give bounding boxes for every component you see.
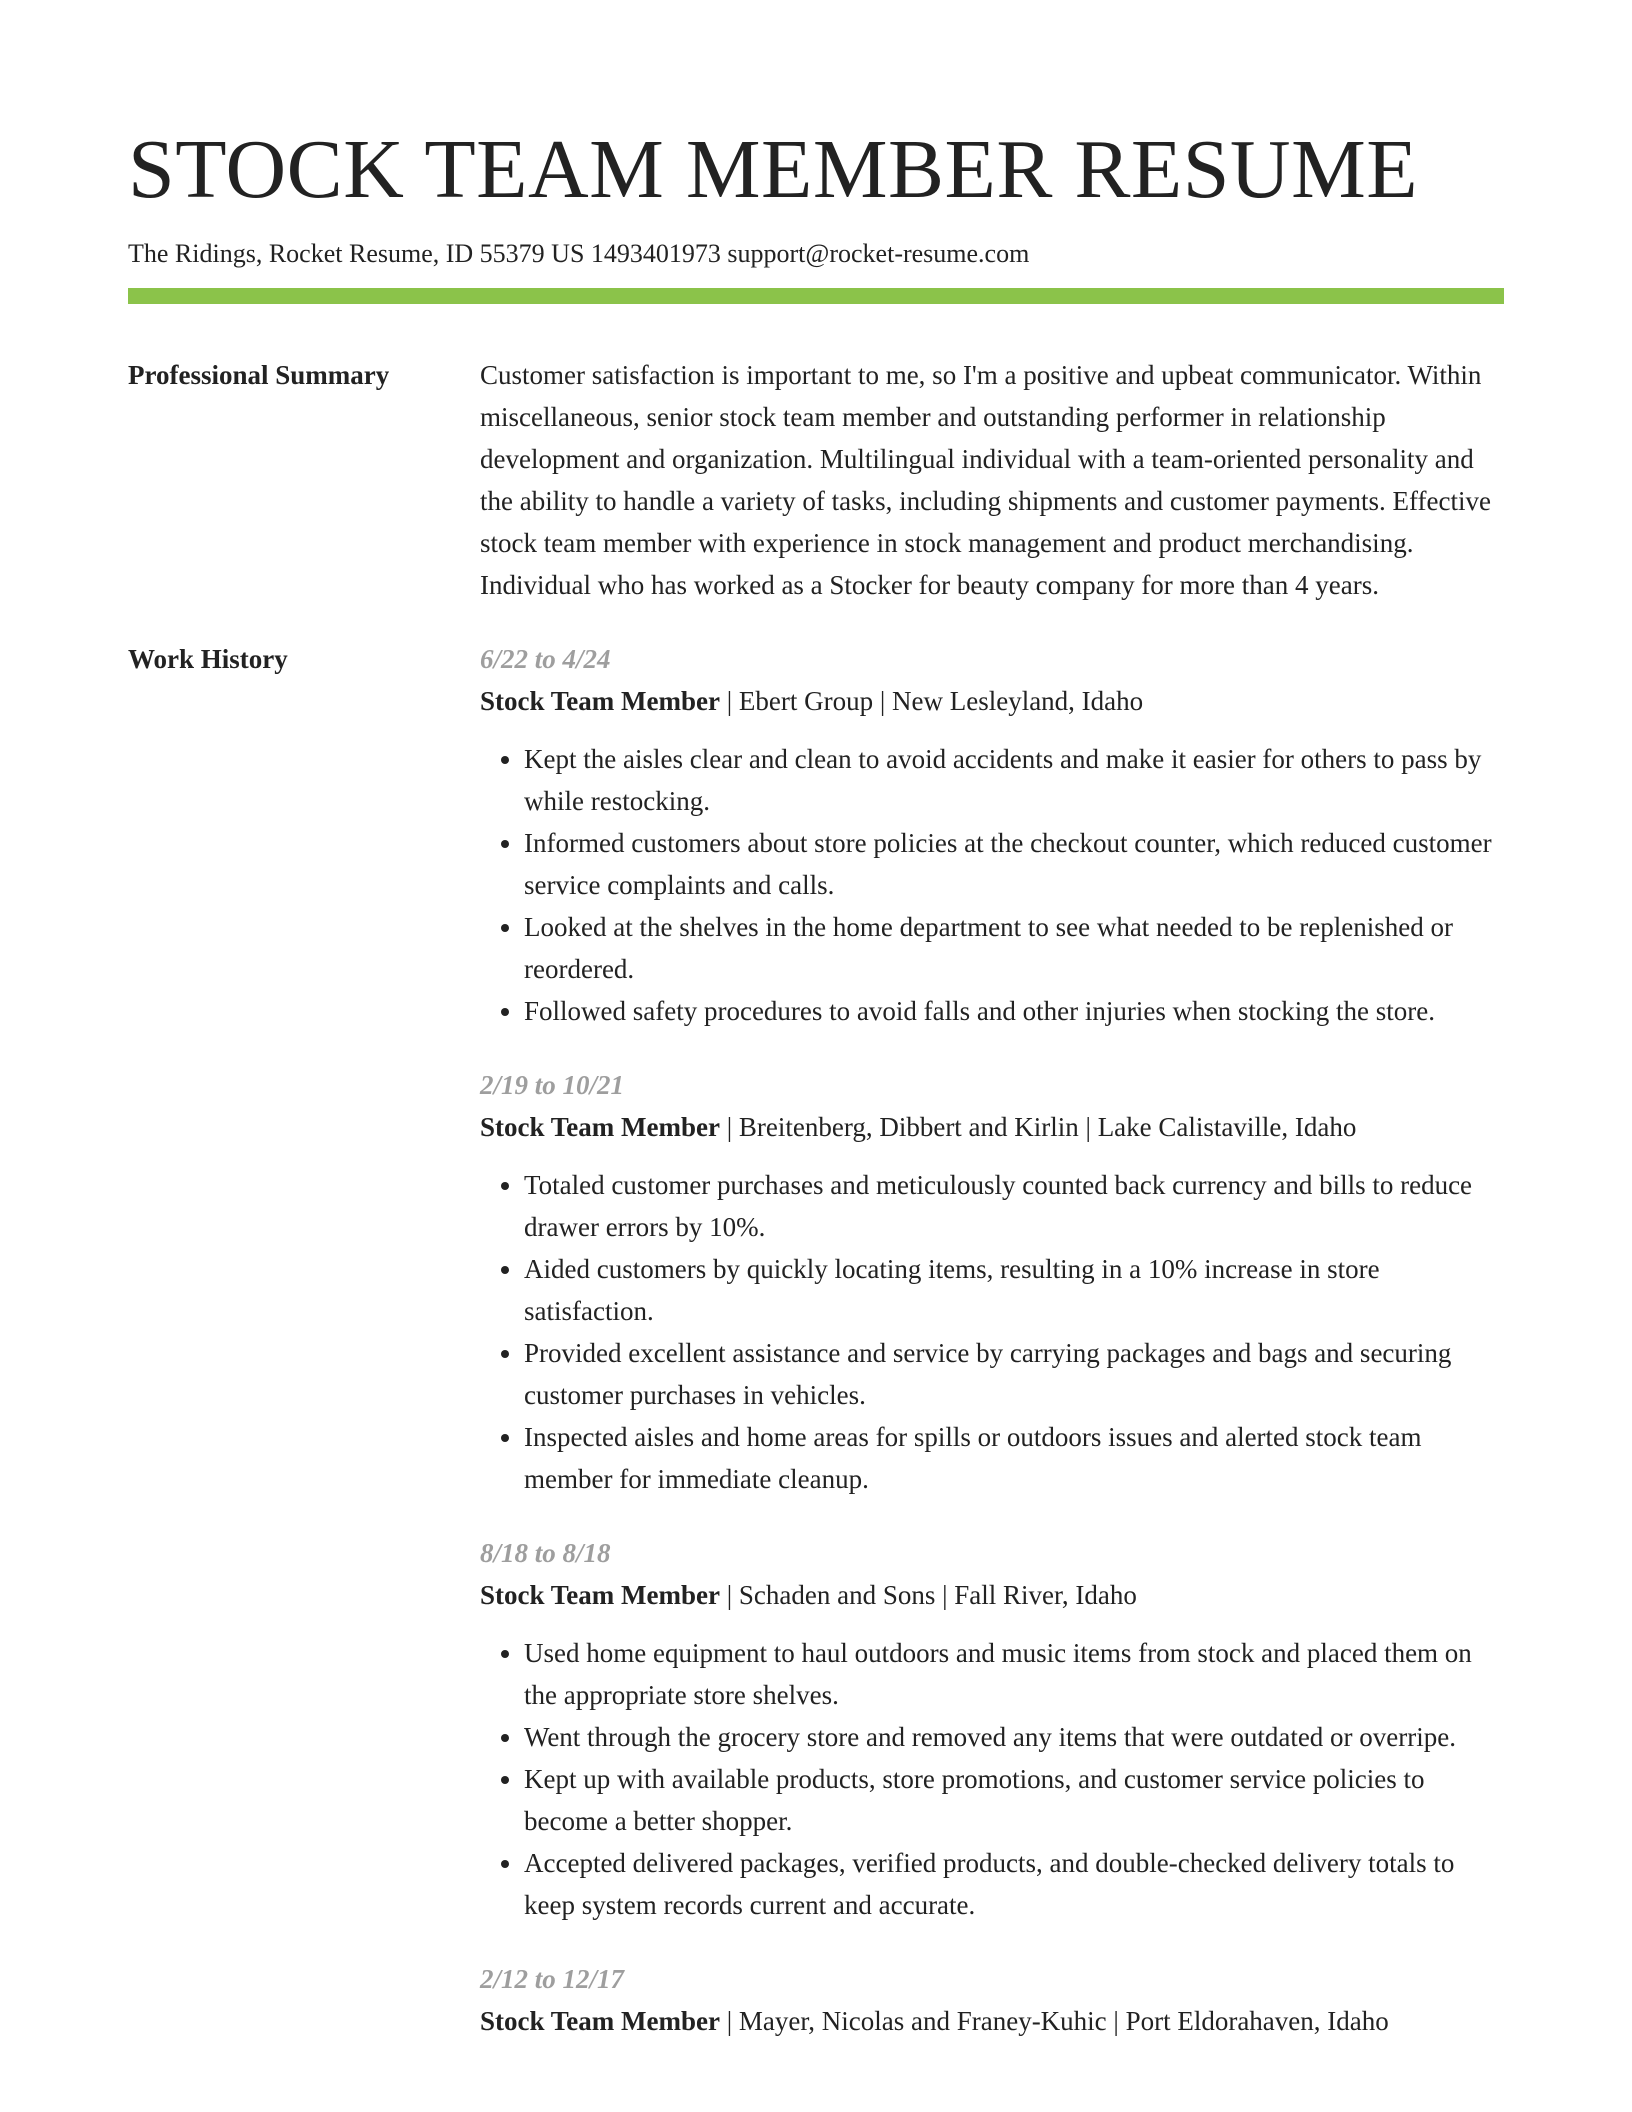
job-bullet: • Aided customers by quickly locating items, resulting in a 10% increase in store satisfaction. [524,1248,1504,1332]
work-history-body [480,638,1504,2074]
job-details: | Breitenberg, Dibbert and Kirlin | Lake Calistaville, Idaho [719,1112,1357,1142]
job-bullet: • Totaled customer purchases and meticulously counted back currency and bills to reduce drawer errors by 10%. [524,1164,1504,1248]
job-dates: 2/19 to 10/21 [480,1070,625,1100]
professional-summary-section [128,354,1504,606]
job-title-line [480,2000,1504,2042]
job-bullet: • Kept up with available products, store promotions, and customer service policies to become a better shopper. [524,1758,1504,1842]
work-history-section [128,638,1504,2074]
job-dates: 2/12 to 12/17 [480,1964,625,1994]
job-details: | Schaden and Sons | Fall River, Idaho [719,1580,1137,1610]
job-entry [480,1532,1504,1926]
job-bullet: • Kept the aisles clear and clean to avoid accidents and make it easier for others to pass by while restocking. [524,738,1504,822]
job-bullet: • Provided excellent assistance and service by carrying packages and bags and securing customer purchases in vehicles. [524,1332,1504,1416]
job-bullet: • Went through the grocery store and removed any items that were outdated or overripe. [524,1716,1504,1758]
job-bullet-list [480,1632,1504,1926]
job-details: | Ebert Group | New Lesleyland, Idaho [719,686,1144,716]
section-label-summary: Professional Summary [128,360,390,390]
job-title: Stock Team Member [480,686,720,716]
job-title: Stock Team Member [480,1112,720,1142]
job-entry [480,638,1504,1032]
job-title: Stock Team Member [480,1580,720,1610]
job-entry [480,1958,1504,2042]
job-bullet: • Accepted delivered packages, verified products, and double-checked delivery totals to keep system records current and accurate. [524,1842,1504,1926]
job-bullet-list [480,738,1504,1032]
contact-line: The Ridings, Rocket Resume, ID 55379 US 1493401973 support@rocket-resume.com [128,239,1030,268]
job-bullet: • Inspected aisles and home areas for spills or outdoors issues and alerted stock team member for immediate cleanup. [524,1416,1504,1500]
summary-text: Customer satisfaction is important to me, so I'm a positive and upbeat communicator. Within miscellaneous, senior stock team member and outstanding performer in relationship development and organization. Multilingual individual with a team-oriented personality and the ability to handle a variety of tasks, including shipments and customer payments. Effective stock team member with experience in stock management and product merchandising. Individual who has worked as a Stocker for beauty company for more than 4 years. [480,360,1491,600]
job-title-line [480,1106,1504,1148]
job-bullet: • Informed customers about store policies at the checkout counter, which reduced customer service complaints and calls. [524,822,1504,906]
header-divider [128,288,1504,304]
job-title-line [480,1574,1504,1616]
job-dates: 8/18 to 8/18 [480,1538,611,1568]
job-entry [480,1064,1504,1500]
job-bullet: • Used home equipment to haul outdoors and music items from stock and placed them on the appropriate store shelves. [524,1632,1504,1716]
job-bullet: • Followed safety procedures to avoid falls and other injuries when stocking the store. [524,990,1504,1032]
summary-body [480,354,1504,606]
job-details: | Mayer, Nicolas and Franey-Kuhic | Port Eldorahaven, Idaho [719,2006,1389,2036]
section-label-work-history: Work History [128,644,288,674]
job-title: Stock Team Member [480,2006,720,2036]
job-title-line [480,680,1504,722]
resume-title: STOCK TEAM MEMBER RESUME [128,123,1419,216]
job-bullet-list [480,1164,1504,1500]
job-dates: 6/22 to 4/24 [480,644,611,674]
resume-page [128,0,1504,2074]
job-bullet: • Looked at the shelves in the home department to see what needed to be replenished or reordered. [524,906,1504,990]
